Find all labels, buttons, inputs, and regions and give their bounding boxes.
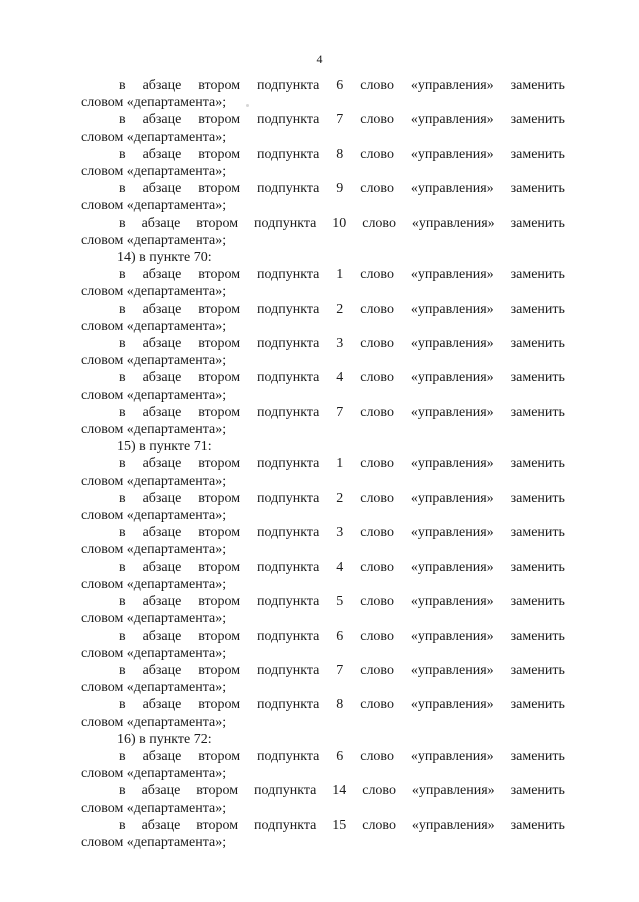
- word: 7: [336, 404, 344, 420]
- amendment-line: [81, 335, 565, 352]
- word: «управления»: [410, 628, 494, 644]
- word: 3: [336, 525, 344, 541]
- amendment-continuation: словом «департамента»;: [81, 611, 227, 627]
- word: 6: [336, 78, 344, 93]
- word: подпункта: [257, 748, 320, 764]
- amendment-item: [81, 180, 565, 214]
- word: подпункта: [254, 783, 317, 799]
- word: абзаце: [142, 697, 182, 713]
- amendment-continuation: словом «департамента»;: [81, 508, 227, 524]
- word: подпункта: [254, 817, 317, 833]
- amendment-line: [81, 215, 565, 232]
- word: абзаце: [142, 748, 182, 764]
- word: заменить: [510, 336, 565, 352]
- word: в: [119, 748, 126, 764]
- word: в: [119, 181, 126, 197]
- word: 4: [336, 559, 344, 575]
- amendment-continuation: словом «департамента»;: [81, 353, 227, 369]
- word: втором: [196, 783, 239, 799]
- amendment-continuation: словом «департамента»;: [81, 800, 227, 816]
- amendment-item: [81, 490, 565, 524]
- word: 2: [336, 490, 344, 506]
- amendment-continuation: словом «департамента»;: [81, 95, 227, 111]
- amendment-continuation: словом «департамента»;: [81, 680, 227, 696]
- amendment-continuation: словом «департамента»;: [81, 766, 227, 782]
- word: подпункта: [257, 456, 320, 472]
- word: 1: [336, 267, 344, 283]
- amendment-line: [81, 146, 565, 163]
- amendment-item: [81, 266, 565, 300]
- amendment-continuation: словом «департамента»;: [81, 542, 227, 558]
- word: заменить: [510, 525, 565, 541]
- word: «управления»: [410, 748, 494, 764]
- amendment-item: [81, 559, 565, 593]
- word: втором: [198, 146, 241, 162]
- word: слово: [360, 559, 394, 575]
- word: заменить: [510, 559, 565, 575]
- word: в: [119, 559, 126, 575]
- word: заменить: [510, 215, 565, 231]
- amendment-line: [81, 111, 565, 128]
- word: 8: [336, 146, 344, 162]
- word: «управления»: [410, 456, 494, 472]
- word: 8: [336, 697, 344, 713]
- amendment-continuation: словом «департамента»;: [81, 129, 227, 145]
- amendment-line: [81, 559, 565, 576]
- amendment-item: [81, 662, 565, 696]
- word: подпункта: [257, 301, 320, 317]
- word: втором: [198, 181, 241, 197]
- word: абзаце: [141, 215, 181, 231]
- word: подпункта: [257, 697, 320, 713]
- word: заменить: [510, 78, 565, 93]
- word: абзаце: [141, 817, 181, 833]
- word: абзаце: [142, 336, 182, 352]
- word: подпункта: [257, 490, 320, 506]
- word: слово: [360, 628, 394, 644]
- word: заменить: [510, 404, 565, 420]
- word: «управления»: [410, 146, 494, 162]
- word: в: [119, 594, 126, 610]
- word: абзаце: [142, 628, 182, 644]
- amendment-item: [81, 404, 565, 438]
- word: заменить: [510, 146, 565, 162]
- word: слово: [362, 817, 396, 833]
- amendment-line: [81, 369, 565, 386]
- word: слово: [360, 112, 394, 128]
- amendment-continuation: словом «департамента»;: [81, 834, 227, 850]
- word: абзаце: [142, 404, 182, 420]
- word: втором: [198, 78, 241, 93]
- word: «управления»: [410, 267, 494, 283]
- word: втором: [198, 594, 241, 610]
- word: втором: [196, 817, 239, 833]
- word: слово: [360, 456, 394, 472]
- word: подпункта: [257, 662, 320, 678]
- word: 15: [332, 817, 347, 833]
- amendment-item: [81, 455, 565, 489]
- word: абзаце: [142, 662, 182, 678]
- word: абзаце: [142, 525, 182, 541]
- word: втором: [198, 456, 241, 472]
- word: подпункта: [257, 336, 320, 352]
- amendment-line: [81, 748, 565, 765]
- word: втором: [198, 301, 241, 317]
- word: втором: [196, 215, 239, 231]
- amendment-continuation: словом «департамента»;: [81, 387, 227, 403]
- word: абзаце: [142, 181, 182, 197]
- amendment-continuation: словом «департамента»;: [81, 198, 227, 214]
- word: «управления»: [411, 215, 495, 231]
- word: абзаце: [142, 490, 182, 506]
- amendment-item: [81, 215, 565, 249]
- amendment-line: [81, 593, 565, 610]
- amendment-continuation: словом «департамента»;: [81, 284, 227, 300]
- word: втором: [198, 336, 241, 352]
- word: «управления»: [410, 112, 494, 128]
- word: втором: [198, 662, 241, 678]
- word: втором: [198, 697, 241, 713]
- amendment-item: [81, 77, 565, 111]
- word: «управления»: [411, 783, 495, 799]
- word: абзаце: [142, 146, 182, 162]
- word: «управления»: [410, 594, 494, 610]
- word: «управления»: [410, 301, 494, 317]
- word: заменить: [510, 817, 565, 833]
- word: в: [119, 662, 126, 678]
- word: заменить: [510, 594, 565, 610]
- word: в: [119, 78, 126, 93]
- word: слово: [360, 490, 394, 506]
- amendment-continuation: словом «департамента»;: [81, 232, 227, 248]
- word: заменить: [510, 662, 565, 678]
- amendment-item: [81, 146, 565, 180]
- word: в: [119, 817, 126, 833]
- word: слово: [362, 783, 396, 799]
- word: в: [119, 628, 126, 644]
- word: подпункта: [257, 628, 320, 644]
- word: слово: [360, 525, 394, 541]
- word: в: [119, 267, 126, 283]
- amendment-line: [81, 490, 565, 507]
- word: в: [119, 783, 126, 799]
- word: слово: [360, 336, 394, 352]
- word: заменить: [510, 748, 565, 764]
- word: абзаце: [142, 559, 182, 575]
- amendment-item: [81, 335, 565, 369]
- amendment-line: [81, 662, 565, 679]
- amendment-item: [81, 369, 565, 403]
- word: 9: [336, 181, 344, 197]
- word: «управления»: [410, 78, 494, 93]
- word: слово: [360, 301, 394, 317]
- amendment-line: [81, 782, 565, 799]
- word: слово: [360, 697, 394, 713]
- word: слово: [360, 748, 394, 764]
- word: абзаце: [142, 456, 182, 472]
- word: в: [119, 456, 126, 472]
- word: подпункта: [257, 559, 320, 575]
- amendment-continuation: словом «департамента»;: [81, 422, 227, 438]
- word: заменить: [510, 301, 565, 317]
- word: 5: [336, 594, 344, 610]
- word: в: [119, 112, 126, 128]
- amendment-continuation: словом «департамента»;: [81, 164, 227, 180]
- word: 7: [336, 662, 344, 678]
- amendment-continuation: словом «департамента»;: [81, 714, 227, 730]
- word: слово: [360, 78, 394, 93]
- word: 3: [336, 336, 344, 352]
- amendment-line: [81, 696, 565, 713]
- amendment-continuation: словом «департамента»;: [81, 645, 227, 661]
- word: заменить: [510, 112, 565, 128]
- word: в: [119, 215, 126, 231]
- amendment-line: [81, 524, 565, 541]
- word: слово: [360, 181, 394, 197]
- amendment-line: [81, 628, 565, 645]
- amendment-item: [81, 301, 565, 335]
- amendment-item: [81, 593, 565, 627]
- word: в: [119, 697, 126, 713]
- amendment-line: [81, 404, 565, 421]
- word: абзаце: [142, 267, 182, 283]
- amendment-item: [81, 748, 565, 782]
- word: слово: [360, 370, 394, 386]
- amendment-continuation: словом «департамента»;: [81, 576, 227, 592]
- word: подпункта: [254, 215, 317, 231]
- word: подпункта: [257, 267, 320, 283]
- amendment-line: [81, 301, 565, 318]
- amendment-continuation: словом «департамента»;: [81, 318, 227, 334]
- word: подпункта: [257, 404, 320, 420]
- amendment-continuation: словом «департамента»;: [81, 473, 227, 489]
- amendment-item: [81, 817, 565, 851]
- word: слово: [360, 594, 394, 610]
- section-heading: 16) в пункте 72:: [117, 731, 212, 747]
- word: подпункта: [257, 525, 320, 541]
- amendment-item: [81, 524, 565, 558]
- word: заменить: [510, 370, 565, 386]
- word: абзаце: [142, 78, 182, 93]
- word: 4: [336, 370, 344, 386]
- section-heading: 15) в пункте 71:: [117, 439, 212, 455]
- word: «управления»: [410, 336, 494, 352]
- word: заменить: [510, 490, 565, 506]
- word: абзаце: [142, 370, 182, 386]
- word: втором: [198, 370, 241, 386]
- amendment-item: [81, 111, 565, 145]
- word: «управления»: [411, 817, 495, 833]
- word: абзаце: [141, 783, 181, 799]
- word: в: [119, 525, 126, 541]
- word: заменить: [510, 456, 565, 472]
- word: заменить: [510, 628, 565, 644]
- amendment-line: [81, 455, 565, 472]
- word: втором: [198, 404, 241, 420]
- word: втором: [198, 748, 241, 764]
- word: 10: [332, 215, 347, 231]
- word: «управления»: [410, 525, 494, 541]
- amendment-line: [81, 77, 565, 94]
- word: заменить: [510, 267, 565, 283]
- word: в: [119, 301, 126, 317]
- document-body: [81, 77, 565, 851]
- amendment-line: [81, 180, 565, 197]
- word: подпункта: [257, 594, 320, 610]
- word: подпункта: [257, 112, 320, 128]
- word: втором: [198, 267, 241, 283]
- word: в: [119, 336, 126, 352]
- word: 6: [336, 628, 344, 644]
- word: 14: [332, 783, 347, 799]
- word: втором: [198, 628, 241, 644]
- word: слово: [360, 267, 394, 283]
- word: в: [119, 404, 126, 420]
- word: «управления»: [410, 662, 494, 678]
- word: заменить: [510, 697, 565, 713]
- word: «управления»: [410, 181, 494, 197]
- word: слово: [360, 662, 394, 678]
- word: 6: [336, 748, 344, 764]
- word: абзаце: [142, 301, 182, 317]
- word: «управления»: [410, 697, 494, 713]
- word: подпункта: [257, 146, 320, 162]
- word: втором: [198, 525, 241, 541]
- word: втором: [198, 559, 241, 575]
- word: абзаце: [142, 112, 182, 128]
- word: втором: [198, 490, 241, 506]
- word: слово: [360, 404, 394, 420]
- word: в: [119, 490, 126, 506]
- amendment-item: [81, 782, 565, 816]
- section-heading: 14) в пункте 70:: [117, 250, 212, 266]
- word: подпункта: [257, 181, 320, 197]
- word: подпункта: [257, 78, 320, 93]
- amendment-line: [81, 266, 565, 283]
- word: «управления»: [410, 370, 494, 386]
- word: 2: [336, 301, 344, 317]
- word: в: [119, 370, 126, 386]
- word: абзаце: [142, 594, 182, 610]
- word: «управления»: [410, 559, 494, 575]
- amendment-line: [81, 817, 565, 834]
- page-number: 4: [316, 52, 323, 66]
- word: подпункта: [257, 370, 320, 386]
- amendment-item: [81, 628, 565, 662]
- word: слово: [360, 146, 394, 162]
- word: в: [119, 146, 126, 162]
- word: слово: [362, 215, 396, 231]
- word: втором: [198, 112, 241, 128]
- amendment-item: [81, 696, 565, 730]
- word: заменить: [510, 783, 565, 799]
- word: 1: [336, 456, 344, 472]
- word: заменить: [510, 181, 565, 197]
- word: «управления»: [410, 404, 494, 420]
- word: 7: [336, 112, 344, 128]
- word: «управления»: [410, 490, 494, 506]
